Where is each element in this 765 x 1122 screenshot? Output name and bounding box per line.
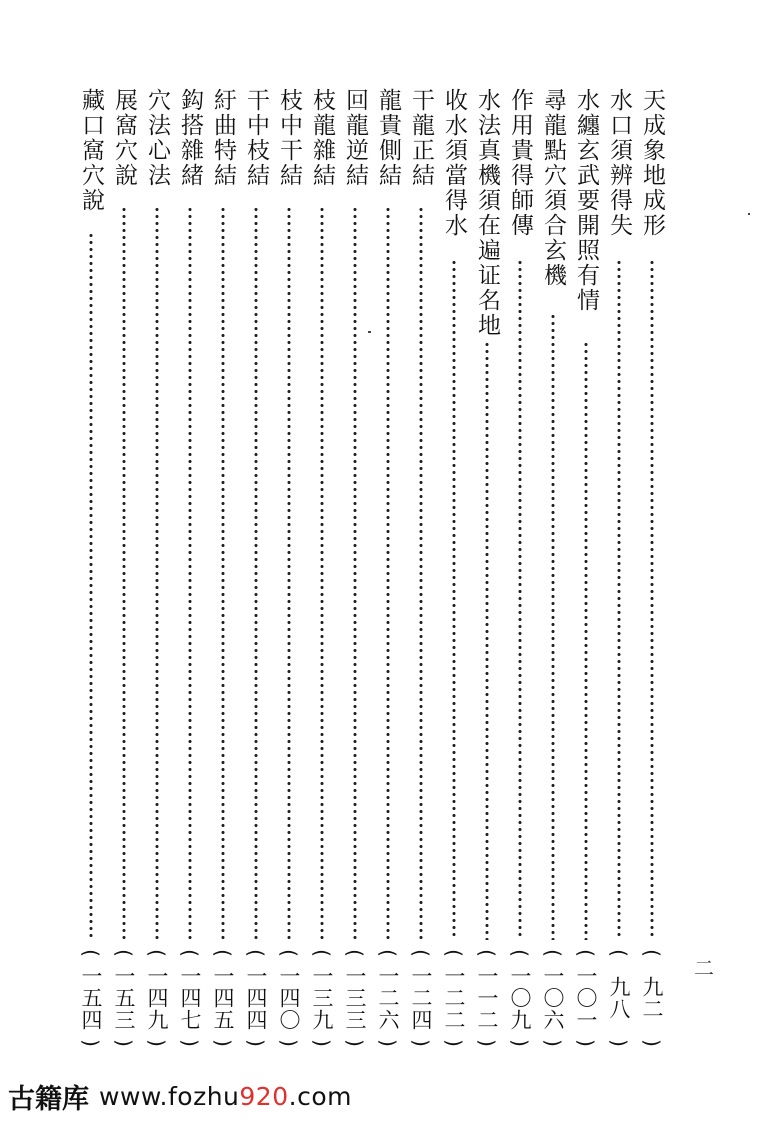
toc-entry-page [241,948,271,1048]
toc-entry[interactable] [175,88,205,1048]
page-number: 一四九 [145,965,169,1031]
paren-close: ) [145,1039,169,1047]
paren-open: ( [211,949,235,957]
paren-close: ) [310,1039,334,1047]
folio-page-number: 二 [694,956,714,980]
page-number: 一二四 [409,965,433,1031]
paren-close: ) [442,1039,466,1047]
toc-entry-page [637,948,667,1048]
toc-entry-title: 干龍正結 [408,88,434,188]
paren-close: ) [508,1039,532,1047]
watermark-url-highlight: 920 [239,1081,289,1111]
toc-entry[interactable] [109,88,139,1048]
toc-entry[interactable] [538,88,568,1048]
paren-open: ( [442,949,466,957]
print-speck [368,331,371,333]
dot-leader [452,259,456,940]
toc-entry-title: 天成象地成形 [639,88,665,238]
paren-open: ( [640,949,664,957]
toc-entry-title: 龍貴側結 [375,88,401,188]
toc-entry-page [505,948,535,1048]
toc-entry-title: 尋龍點穴須合玄機 [540,88,566,288]
toc-entry[interactable] [373,88,403,1048]
paren-close: ) [79,1039,103,1047]
paren-close: ) [574,1039,598,1047]
toc-entry-title: 干中枝結 [243,88,269,188]
toc-entry[interactable] [142,88,172,1048]
page-number: 一〇一 [574,965,598,1031]
toc-entry[interactable] [637,88,667,1048]
watermark-url-suffix: .com [288,1081,352,1111]
page-number: 一〇六 [541,965,565,1031]
page-number: 一三三 [343,965,367,1031]
dot-leader [617,259,621,940]
page-number: 一三九 [310,965,334,1031]
toc-entry-title: 鈎搭雜緒 [177,88,203,188]
toc-entry[interactable] [76,88,106,1048]
paren-close: ) [475,1039,499,1047]
page-number: 一〇九 [508,965,532,1031]
paren-close: ) [112,1039,136,1047]
paren-open: ( [376,949,400,957]
page-number: 九二 [640,976,664,1020]
toc-entry-page [538,948,568,1048]
paren-open: ( [574,949,598,957]
toc-entry[interactable] [307,88,337,1048]
paren-open: ( [607,949,631,957]
dot-leader [650,259,654,940]
toc-entry-page [604,948,634,1048]
dot-leader [254,206,258,940]
page-number: 一四〇 [277,965,301,1031]
toc-entry[interactable] [274,88,304,1048]
page-number: 一四七 [178,965,202,1031]
dot-leader [221,206,225,940]
paren-close: ) [376,1039,400,1047]
toc-entry-page [571,948,601,1048]
toc-entry[interactable] [208,88,238,1048]
toc-entry[interactable] [241,88,271,1048]
paren-open: ( [310,949,334,957]
toc-entry-page [373,948,403,1048]
toc-entry-page [340,948,370,1048]
paren-open: ( [409,949,433,957]
paren-open: ( [475,949,499,957]
toc-entry-title: 回龍逆結 [342,88,368,188]
dot-leader [551,313,555,940]
dot-leader [320,206,324,940]
dot-leader [188,206,192,940]
paren-open: ( [508,949,532,957]
dot-leader [386,206,390,940]
watermark-site-name: 古籍库 [8,1083,89,1115]
paren-close: ) [211,1039,235,1047]
page-number: 一五三 [112,965,136,1031]
toc-entry[interactable] [340,88,370,1048]
toc-entry-title: 收水須當得水 [441,88,467,238]
toc-entry-page [175,948,205,1048]
toc-entry-title: 穴法心法 [144,88,170,188]
toc-entry-title: 水纏玄武要開照有情 [573,88,599,313]
page-number: 一一二 [475,965,499,1031]
paren-open: ( [277,949,301,957]
toc-entry-title: 枝中干結 [276,88,302,188]
toc-entry-page [76,948,106,1048]
toc-entry[interactable] [472,88,502,1048]
dot-leader [485,341,489,940]
paren-open: ( [244,949,268,957]
paren-open: ( [79,949,103,957]
toc-entry-title: 水口須辨得失 [606,88,632,238]
page-number: 一二六 [376,965,400,1031]
toc-entry[interactable] [505,88,535,1048]
paren-close: ) [343,1039,367,1047]
dot-leader [287,206,291,940]
toc-entry-page [406,948,436,1048]
toc-entry-page [142,948,172,1048]
site-watermark [8,1076,352,1116]
paren-close: ) [277,1039,301,1047]
dot-leader [584,341,588,940]
paren-open: ( [343,949,367,957]
toc-entry-title: 水法真機須在遍证名地 [474,88,500,338]
toc-entry[interactable] [571,88,601,1048]
paren-close: ) [541,1039,565,1047]
toc-entry-page [439,948,469,1048]
dot-leader [89,232,93,940]
dot-leader [353,206,357,940]
toc-entry-page [472,948,502,1048]
page-number: 一四五 [211,965,235,1031]
page-number: 一四四 [244,965,268,1031]
paren-close: ) [409,1039,433,1047]
toc-entry-title: 作用貴得師傳 [507,88,533,238]
toc-entry-title: 枝龍雜結 [309,88,335,188]
paren-open: ( [145,949,169,957]
paren-close: ) [244,1039,268,1047]
paren-close: ) [640,1039,664,1047]
toc-entry-title: 展窩穴說 [111,88,137,188]
watermark-url [99,1082,352,1111]
paren-open: ( [112,949,136,957]
toc-entry-page [208,948,238,1048]
table-of-contents [80,88,680,1048]
page-number: 九八 [607,976,631,1020]
paren-open: ( [178,949,202,957]
page-number: 一二二 [442,965,466,1031]
print-speck [748,213,750,215]
page-number: 一五四 [79,965,103,1031]
toc-entry-page [109,948,139,1048]
toc-entry-title: 紆曲特結 [210,88,236,188]
dot-leader [122,206,126,940]
toc-entry-title: 藏口窩穴說 [78,88,104,213]
paren-open: ( [541,949,565,957]
toc-entry-page [274,948,304,1048]
paren-close: ) [607,1039,631,1047]
toc-entry[interactable] [439,88,469,1048]
toc-entry[interactable] [406,88,436,1048]
paren-close: ) [178,1039,202,1047]
dot-leader [518,259,522,940]
watermark-url-prefix: www.fozhu [99,1081,240,1111]
dot-leader [419,206,423,940]
toc-entry[interactable] [604,88,634,1048]
dot-leader [155,206,159,940]
toc-entry-page [307,948,337,1048]
